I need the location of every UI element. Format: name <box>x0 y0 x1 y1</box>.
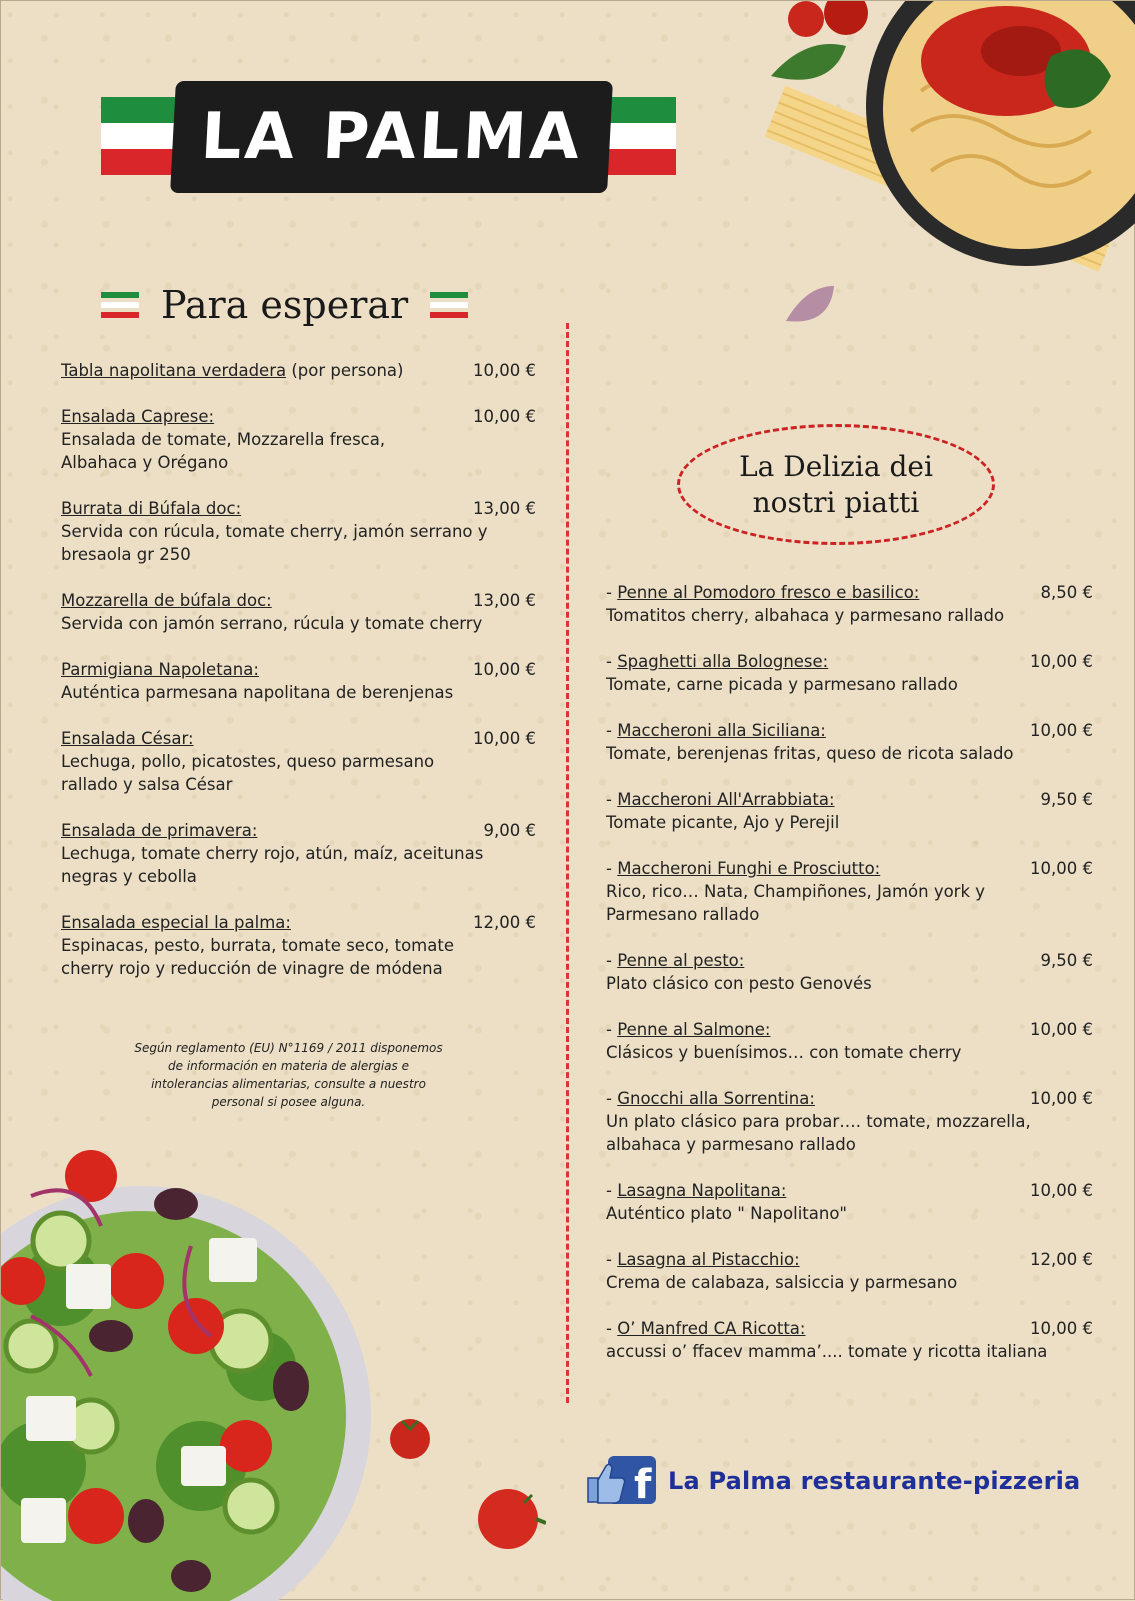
item-name: O’ Manfred CA Ricotta: <box>617 1319 806 1338</box>
item-description: Lechuga, pollo, picatostes, queso parmesano rallado y salsa César <box>61 752 435 794</box>
item-price: 10,00 € <box>473 660 536 679</box>
item-price: 10,00 € <box>1030 721 1093 740</box>
item-name: Penne al Pomodoro fresco e basilico: <box>617 583 920 602</box>
menu-item <box>61 819 536 888</box>
item-price: 10,00 € <box>473 407 536 426</box>
item-name: Ensalada especial la palma: <box>61 913 291 932</box>
item-name: Maccheroni Funghi e Prosciutto: <box>617 859 881 878</box>
item-price: 9,50 € <box>1040 790 1093 809</box>
item-description: Clásicos y buenísimos… con tomate cherry <box>606 1043 962 1062</box>
item-price: 10,00 € <box>1030 859 1093 878</box>
menu-item: - Lasagna Napolitana: 10,00 € Auténtico plato " Napolitano" <box>606 1181 1093 1223</box>
logo-banner <box>101 81 676 199</box>
item-price: 13,00 € <box>473 499 536 518</box>
mini-flag-icon <box>101 292 139 318</box>
menu-item: - Gnocchi alla Sorrentina: 10,00 € Un plato clásico para probar…. tomate, mozzarella, albahaca y parmesano rallado <box>606 1089 1093 1154</box>
menu-item: - Penne al Salmone: 10,00 € Clásicos y buenísimos… con tomate cherry <box>606 1020 1093 1062</box>
item-price: 10,00 € <box>473 729 536 748</box>
delizia-title-line2: nostri piatti <box>752 485 920 519</box>
item-description: Tomate picante, Ajo y Perejil <box>606 813 840 832</box>
menu-item: - Maccheroni alla Siciliana: 10,00 € Tomate, berenjenas fritas, queso de ricota salado <box>606 721 1093 763</box>
item-price: 9,50 € <box>1040 951 1093 970</box>
item-name: Gnocchi alla Sorrentina: <box>617 1089 815 1108</box>
facebook-page-name[interactable]: La Palma restaurante-pizzeria <box>668 1467 1081 1495</box>
item-name: Lasagna Napolitana: <box>617 1181 787 1200</box>
item-description: Auténtica parmesana napolitana de berenjenas <box>61 683 454 702</box>
item-price: 12,00 € <box>1030 1250 1093 1269</box>
item-name: Tabla napolitana verdadera <box>61 361 287 380</box>
item-name: Mozzarella de búfala doc: <box>61 591 272 610</box>
logo-text: LA PALMA <box>170 81 613 193</box>
menu-item: - Lasagna al Pistacchio: 12,00 € Crema de calabaza, salsiccia y parmesano <box>606 1250 1093 1292</box>
para-esperar-list <box>61 359 536 1003</box>
item-price: 10,00 € <box>1030 652 1093 671</box>
delizia-title-line1: La Delizia dei <box>739 449 933 483</box>
item-suffix: (por persona) <box>286 361 404 380</box>
item-description: Crema de calabaza, salsiccia y parmesano <box>606 1273 958 1292</box>
pasta-plate-image <box>761 1 1135 441</box>
menu-item <box>61 405 536 474</box>
item-price: 10,00 € <box>1030 1181 1093 1200</box>
item-description: Ensalada de tomate, Mozzarella fresca, Albahaca y Orégano <box>61 430 386 472</box>
tomato-image <box>476 1483 546 1553</box>
allergen-notice: Según reglamento (EU) N°1169 / 2011 disponemos de información en materia de alergias e intolerancias alimentarias, consulte a nuestro personal si posee alguna. <box>134 1041 443 1109</box>
item-name: Lasagna al Pistacchio: <box>617 1250 800 1269</box>
menu-item: - Maccheroni Funghi e Prosciutto: 10,00 € Rico, rico… Nata, Champiñones, Jamón york y Parmesano rallado <box>606 859 1093 924</box>
section-title-delizia <box>677 424 995 545</box>
item-price: 10,00 € <box>1030 1020 1093 1039</box>
item-price: 12,00 € <box>473 913 536 932</box>
item-price: 13,00 € <box>473 591 536 610</box>
item-name: Maccheroni All'Arrabbiata: <box>617 790 835 809</box>
item-name: Ensalada de primavera: <box>61 821 258 840</box>
item-name: Penne al pesto: <box>617 951 745 970</box>
item-price: 10,00 € <box>1030 1319 1093 1338</box>
section-title-text: Para esperar <box>161 283 409 327</box>
item-description: Servida con jamón serrano, rúcula y tomate cherry <box>61 614 483 633</box>
item-description: Auténtico plato " Napolitano" <box>606 1204 848 1223</box>
menu-item <box>61 589 536 635</box>
tomato-image <box>386 1413 434 1461</box>
svg-text:f: f <box>634 1462 652 1506</box>
item-price: 9,00 € <box>483 821 536 840</box>
item-name: Ensalada Caprese: <box>61 407 215 426</box>
delizia-list <box>606 581 1093 1386</box>
menu-item <box>61 359 536 382</box>
item-price: 10,00 € <box>1030 1089 1093 1108</box>
menu-item: - O’ Manfred CA Ricotta: 10,00 € accussi o’ ffacev mamma’.... tomate y ricotta italiana <box>606 1319 1093 1361</box>
item-description: accussi o’ ffacev mamma’.... tomate y ricotta italiana <box>606 1342 1048 1361</box>
item-price: 8,50 € <box>1040 583 1093 602</box>
section-title-para-esperar <box>101 279 501 331</box>
item-description: Lechuga, tomate cherry rojo, atún, maíz, aceitunas negras y cebolla <box>61 844 484 886</box>
item-name: Ensalada César: <box>61 729 194 748</box>
item-description: Servida con rúcula, tomate cherry, jamón serrano y bresaola gr 250 <box>61 522 488 564</box>
item-name: Parmigiana Napoletana: <box>61 660 259 679</box>
item-description: Tomate, carne picada y parmesano rallado <box>606 675 958 694</box>
item-name: Burrata di Búfala doc: <box>61 499 242 518</box>
column-divider <box>566 323 569 1403</box>
menu-item <box>61 658 536 704</box>
item-description: Un plato clásico para probar…. tomate, mozzarella, albahaca y parmesano rallado <box>606 1112 1031 1154</box>
item-name: Spaghetti alla Bolognese: <box>617 652 829 671</box>
item-description: Tomate, berenjenas fritas, queso de ricota salado <box>606 744 1014 763</box>
item-price: 10,00 € <box>473 361 536 380</box>
item-description: Rico, rico… Nata, Champiñones, Jamón york y Parmesano rallado <box>606 882 986 924</box>
menu-item <box>61 911 536 980</box>
mini-flag-icon <box>430 292 468 318</box>
menu-item: - Penne al Pomodoro fresco e basilico: 8,50 € Tomatitos cherry, albahaca y parmesano rallado <box>606 583 1093 625</box>
item-description: Plato clásico con pesto Genovés <box>606 974 872 993</box>
menu-item: - Maccheroni All'Arrabbiata: 9,50 € Tomate picante, Ajo y Perejil <box>606 790 1093 832</box>
item-description: Tomatitos cherry, albahaca y parmesano rallado <box>606 606 1005 625</box>
item-description: Espinacas, pesto, burrata, tomate seco, tomate cherry rojo y reducción de vinagre de módena <box>61 936 454 978</box>
salad-bowl-image <box>1 1146 391 1601</box>
menu-item: - Spaghetti alla Bolognese: 10,00 € Tomate, carne picada y parmesano rallado <box>606 652 1093 694</box>
menu-item <box>61 727 536 796</box>
facebook-like-icon <box>586 1456 658 1506</box>
item-name: Penne al Salmone: <box>617 1020 771 1039</box>
facebook-link[interactable] <box>586 1456 1080 1506</box>
item-name: Maccheroni alla Siciliana: <box>617 721 826 740</box>
menu-item <box>61 497 536 566</box>
menu-item: - Penne al pesto: 9,50 € Plato clásico con pesto Genovés <box>606 951 1093 993</box>
